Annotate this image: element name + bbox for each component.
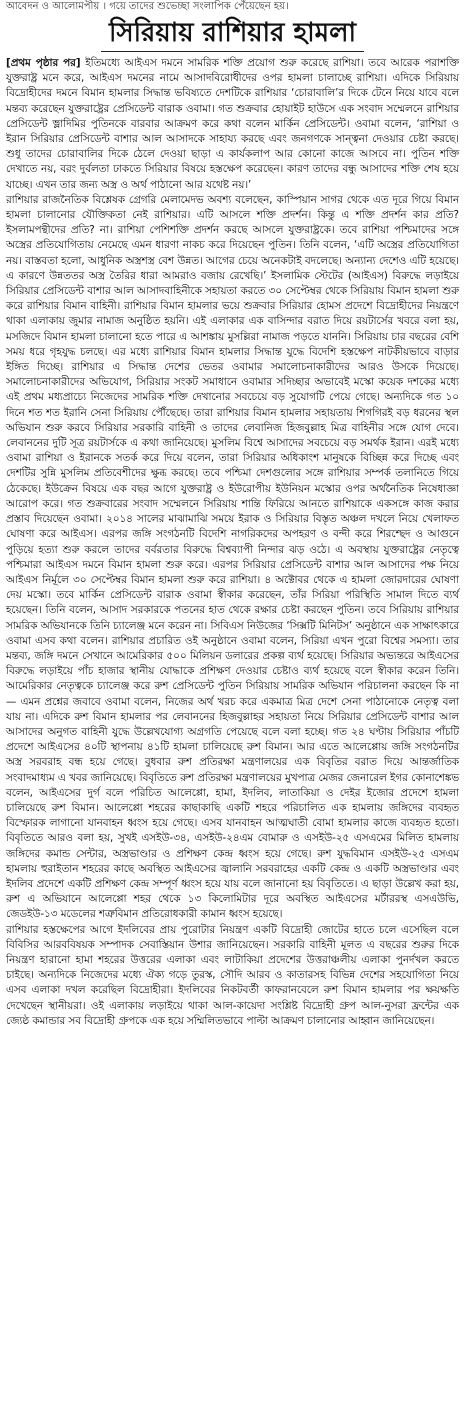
paragraph-text: ইতিমধ্যে আইএস দমনে সামরিক শক্তি প্রয়োগ শুরু করেছে রাশিয়া। তবে আরেক পরাশক্তি যুক্তরাষ্ট্র মনে করে, আইএস দমনের নামে আসাদবিরোধীদের ওপর হামলা চালাচ্ছে রাশিয়া। এদিকে সিরিয়ায় বিদ্রোহীদের দমনে বিমান হামলার সিদ্ধান্ত ভবিষ্যতে দেশটিকে রাশিয়ার ‘চোরাবালি’র দিকে টেনে নিয়ে যাবে বলে মন্তব্য করেছেন যুক্তরাষ্ট্রের প্রেসিডেন্ট বারাক ওবামা। গত শুক্রবার হোয়াইট হাউসে এক সংবাদ সম্মেলনে রাশিয়ার প্রেসিডেন্ট ভ্লাদিমির পুতিনকে বারবার আক্রমণ করে কথা বলেন মার্কিন প্রেসিডেন্ট। ওবামা বলেন, ‘রাশিয়া ও ইরান সিরিয়ার প্রেসিডেন্ট বাশার আল আসাদকে সাহায্য করছে এবং জনগণকে সান্ত্বনা দেওয়ার চেষ্টা করছে। শুধু তাদের চোরাবালির দিকে ঠেলে দেওয়া ছাড়া এ কার্যকলাপ আর কোনো কাজে আসবে না। পুতিন শক্তি দেখাতে নয়, বরং দুর্বলতা ঢাকতে সিরিয়ার বিষয়ে হস্তক্ষেপ করেছেন। কারণ তাদের বন্ধু আসাদের শক্তি শেষ হয়ে যাচ্ছে। এখন তার জন্য অস্ত্র ও অর্থ পাঠানো আর যথেষ্ট নয়।’ [6, 57, 459, 191]
headline-container [0, 15, 465, 52]
article-paragraph-1 [6, 56, 459, 193]
article-paragraph-2: রাশিয়ার রাজনৈতিক বিশ্লেষক গ্রেগরি মেলামেদভ অবশ্য বলেছেন, কাস্পিয়ান সাগর থেকে এত দূরে গিয়ে বিমান হামলা চালানোর যৌক্তিকতা নেই রাশিয়ার। এটি আসলে শক্তি প্রদর্শন। কিন্তু এ শক্তি প্রদর্শন কার প্রতি? ইসলামপন্থীদের প্রতি? না। রাশিয়া পেশিশক্তি প্রদর্শন করছে আসলে যুক্তরাষ্ট্রকে। তবে রাশিয়া পশ্চিমাদের সঙ্গে অস্ত্রের প্রতিযোগিতায় নেমেছে এমন ধারণা নাকচ করে দিয়েছেন পুতিন। তিনি বলেন, ‘এটি অস্ত্রের প্রতিযোগিতা নয়। বাস্তবতা হলো, আধুনিক অস্ত্রশস্ত্র বেশ উন্নত। আগের চেয়ে অনেকটাই বদলেছে। অন্যান্য দেশেও এটি হয়েছে। এ কারণে উন্নততর অস্ত্র তৈরির ধারা আমরাও বজায় রেখেছি।’ ইসলামিক স্টেটের (আইএস) বিরুদ্ধে লড়াইয়ে সিরিয়ার প্রেসিডেন্ট বাশার আল আসাদবাহিনীকে সহায়তা করতে ৩০ সেপ্টেম্বর থেকে সিরিয়ায় বিমান হামলা শুরু করে রাশিয়ার বিমান বাহিনী। রাশিয়ার বিমান হামলার ভয়ে শুক্রবার সিরিয়ার হোমস প্রদেশে বিদ্রোহীদের নিয়ন্ত্রণে থাকা এলাকায় জুমার নামাজ অনুষ্ঠিত হয়নি। এই এলাকার এক বাসিন্দার বরাত দিয়ে রয়টার্সের খবরে বলা হয়, মসজিদে বিমান হামলা চালানো হতে পারে এ আশঙ্কায় মুসল্লিরা নামাজ পড়তে যাননি। সিরিয়ায় চার বছরের বেশি সময় ধরে গৃহযুদ্ধ চলছে। এর মধ্যে রাশিয়ার বিমান হামলার সিদ্ধান্ত যুদ্ধে বিদেশি হস্তক্ষেপ নাটকীয়ভাবে বাড়ার ইঙ্গিত দিচ্ছে। রাশিয়ার এ সিদ্ধান্ত দেশের ভেতর ওবামার সমালোচনাকারীদের আরও উসকে দিয়েছে। সমালোচনাকারীদের অভিযোগ, সিরিয়ার সংকট সমাধানে ওবামার সদিচ্ছার অভাবেই মস্কো কয়েক দশকের মধ্যে এই প্রথম মধ্যপ্রাচ্যে নিজেদের সামরিক শক্তি দেখানোর সবচেয়ে বড় সুযোগটি পেয়ে গেছে। অন্যদিকে গত ১০ দিনে শত শত ইরানি সেনা সিরিয়ায় পৌঁছেছে। তারা রাশিয়ার বিমান হামলার সহায়তায় শিগগিরই বড় ধরনের স্থল অভিযান শুরু করবে সিরিয়ার সরকারি বাহিনী ও তাদের লেবানিজ হিজবুল্লাহ মিত্র বাহিনীর সঙ্গে যোগ দেবে। লেবাননের দুটি সূত্র রয়টার্সকে এ কথা জানিয়েছে। মুসলিম বিশ্বে আসাদের সবচেয়ে বড় সমর্থক ইরান। এরই মধ্যে ওবামা রাশিয়া ও ইরানকে সতর্ক করে দিয়ে বলেন, তারা সিরিয়ার অধিকাংশ মানুষকে বিচ্ছিন্ন করে দিচ্ছে এবং দেশটির সুন্নি মুসলিম প্রতিবেশীদের ক্ষুব্ধ করছে। তবে পশ্চিমা দেশগুলোর সঙ্গে রাশিয়ার সম্পর্ক তলানিতে গিয়ে ঠেকেছে। ইউক্রেন বিষয়ে এক বছর আগে যুক্তরাষ্ট্র ও ইউরোপীয় ইউনিয়ন মস্কোর ওপর অর্থনৈতিক নিষেধাজ্ঞা আরোপ করে। গত শুক্রবারের সংবাদ সম্মেলনে সিরিয়ায় শান্তি ফিরিয়ে আনতে রাশিয়াকে একসঙ্গে কাজ করার প্রস্তাব দিয়েছেন ওবামা। ২০১৪ সালের মাঝামাঝি সময়ে ইরাক ও সিরিয়ার বিস্তৃত অঞ্চল দখলে নিয়ে খেলাফত ঘোষণা করে আইএস। এরপর জঙ্গি সংগঠনটি বিদেশি নাগরিকদের অপহরণ ও বন্দী করে শিরশ্ছেদ ও আগুনে পুড়িয়ে হত্যা শুরু করলে তাদের বর্বরতার বিরুদ্ধে বিশ্বব্যাপী নিন্দার ঝড় ওঠে। এ অবস্থায় যুক্তরাষ্ট্রের নেতৃত্বে পশ্চিমারা আইএস দমনে বিমান হামলা শুরু করে। এরপর সিরিয়ার প্রেসিডেন্ট বাশার আল আসাদের পক্ষ নিয়ে আইএস নির্মূলে ৩০ সেপ্টেম্বর বিমান হামলা শুরু করে রাশিয়া। ৪ অক্টোবর থেকে এ হামলা জোরদারের ঘোষণা দেয় মস্কো। তবে মার্কিন প্রেসিডেন্ট বারাক ওবামা স্বীকার করেছেন, তাঁর সিরিয়া পরিস্থিতি সামাল দিতে ব্যর্থ হয়েছেন। তিনি বলেন, আসাদ সরকারকে পতনের হাত থেকে রক্ষার চেষ্টা করছেন পুতিন। তবে সিরিয়ায় রাশিয়ার সামরিক অভিযানকে তিনি চ্যালেঞ্জ মনে করেন না। সিবিএস নিউজের ‘সিক্সটি মিনিটস’ অনুষ্ঠানে এক সাক্ষাৎকারে ওবামা এসব কথা বলেন। রাশিয়ার প্রচারিত ওই অনুষ্ঠানে ওবামা বলেন, সিরিয়া এখন পুরো বিশ্বের সমস্যা। তার মন্তব্য, জঙ্গি দমনে সেখানে আমেরিকার ৫০০ মিলিয়ন ডলারের প্রকল্প ব্যর্থ হয়েছে। সিরিয়ার অভ্যন্তরে আইএসের বিরুদ্ধে লড়াইয়ে পাঁচ হাজার স্থানীয় যোদ্ধাকে প্রশিক্ষণ দেওয়ার চেষ্টাও ব্যর্থ হয়েছে বলে স্বীকার করেন তিনি। আমেরিকার নেতৃত্বকে চ্যালেঞ্জ করে রুশ প্রেসিডেন্ট পুতিন সিরিয়ায় সামরিক অভিযান পরিচালনা করছেন কি না— এমন প্রশ্নের জবাবে ওবামা বলেন, নিজের অর্থ খরচ করে একমাত্র মিত্র দেশে সেনা পাঠানোকে নেতৃত্ব বলা যায় না। এদিকে রুশ বিমান হামলার পর লেবাননের হিজবুল্লাহর সহায়তা নিয়ে সিরিয়ার প্রেসিডেন্ট বাশার আল আসাদের অনুগত বাহিনী যুদ্ধে উল্লেখযোগ্য অগ্রগতি পেয়েছে বলে বলা হচ্ছে। গত ২৪ ঘণ্টায় সিরিয়ার পাঁচটি প্রদেশে আইএসের ৪০টি স্থাপনায় ৪১টি হামলা চালিয়েছে রুশ বিমান। আর এতে আলেপ্পোয় জঙ্গি সংগঠনটির অস্ত্র সরবরাহ বন্ধ হয়ে গেছে। বুধবার রুশ প্রতিরক্ষা মন্ত্রণালয়ের এক বিবৃতির বরাত দিয়ে আন্তর্জাতিক সংবাদমাধ্যম এ খবর জানিয়েছে। বিবৃতিতে রুশ প্রতিরক্ষা মন্ত্রণালয়ের মুখপাত্র মেজর জেনারেল ইগর কোনাশেঙ্কভ বলেন, আইএসের দুর্গ বলে পরিচিত আলেপ্পো, হামা, ইদলিব, লাতাকিয়া ও দেইর ইজোর প্রদেশে হামলা চালিয়েছে রুশ বিমান। আলেপ্পো শহরের কাছাকাছি একটি শহরে পরিচালিত এক হামলায় জঙ্গিদের ব্যবহৃত বিস্ফোরক লাগানো যানবাহন ধ্বংস হয়ে গেছে। এসব যানবাহন আত্মঘাতী বোমা হামলার কাজে ব্যবহৃত হতো। বিবৃতিতে আরও বলা হয়, সুখই এসইউ-৩৪, এসইউ-২৪এম বোমারু ও এসইউ-২৫ এসএমের মিলিত হামলায় জঙ্গিদের কমান্ড সেন্টার, অস্ত্রভাণ্ডার ও প্রশিক্ষণ কেন্দ্র ধ্বংস হয়ে গেছে। রুশ যুদ্ধবিমান এসইউ-২৫ এসএম হামলায় হুরাইতান শহরের কাছে অবস্থিত আইএসের জ্বালানি সরবরাহের একটি কেন্দ্র ও একটি অস্ত্রভাণ্ডার এবং ইদলিব প্রদেশে একটি প্রশিক্ষণ কেন্দ্র সম্পূর্ণ ধ্বংস হয়ে যায় বলে জানানো হয় বিবৃতিতে। এ ছাড়া উল্লেখ করা হয়, রুশ এ অভিযানে আলেপ্পো শহর থেকে ১৩ কিলোমিটার দূরে অবস্থিত আইএসের মর্টাররস্থ এসএউভি, জেডইউ-১৩ মডেলের শত্রুবিমান প্রতিরোধকারী কামান ধ্বংস হয়েছে। [6, 193, 460, 921]
previous-article-fragment: আবেদন ও আলোমপীয় । গয়ে তাদের শুভেচ্ছা সংলাপিক পেঁয়েছেন হয়। [6, 1, 289, 12]
continued-from-tag: [প্রথম পৃষ্ঠার পর] [6, 57, 81, 69]
article-paragraph-3: রাশিয়ার হস্তক্ষেপের আগে ইদলিবের প্রায় পুরোটার নিয়ন্ত্রণ একটি বিদ্রোহী জোটের হাতে চলে এসেছিল বলে বিবিসির আরববিষয়ক সম্পাদক সেবাস্তিয়ান উশার জানিয়েছেন। সরকারি বাহিনী মূলত এ বছরের শুরুর দিকে নিয়ন্ত্রণ হারানো হামা শহরের উত্তরের এলাকা এবং লাটাকিয়া প্রদেশের উত্তরাঞ্চলীয় এলাকা পুনর্দখল করতে চাইছে। অন্যদিকে নিজেদের মধ্যে ঐক্য গড়ে তুরস্ক, সৌদি আরব ও কাতারসহ বিভিন্ন দেশের সহযোগিতা নিয়ে এসব এলাকা দখল করেছিল বিদ্রোহীরা। ইদলিবের নিকটবর্তী কাফরানবেলে রুশ বিমান হামলার পর ক্ষয়ক্ষতি দেখেছেন স্থানীয়রা। ওই এলাকায় লড়াইয়ে থাকা আল-কায়েদা সংশ্লিষ্ট বিদ্রোহী গ্রুপ আল-নুসরা ফ্রন্টের এক জ্যেষ্ঠ কমান্ডার সব বিদ্রোহী গ্রুপকে এক হয়ে সম্মিলিতভাবে পাল্টা আক্রমণ চালানোর আহ্বান জানিয়েছেন। [6, 923, 459, 1027]
article-body [0, 56, 465, 1410]
headline: সিরিয়ায় রাশিয়ার হামলা [101, 15, 364, 52]
